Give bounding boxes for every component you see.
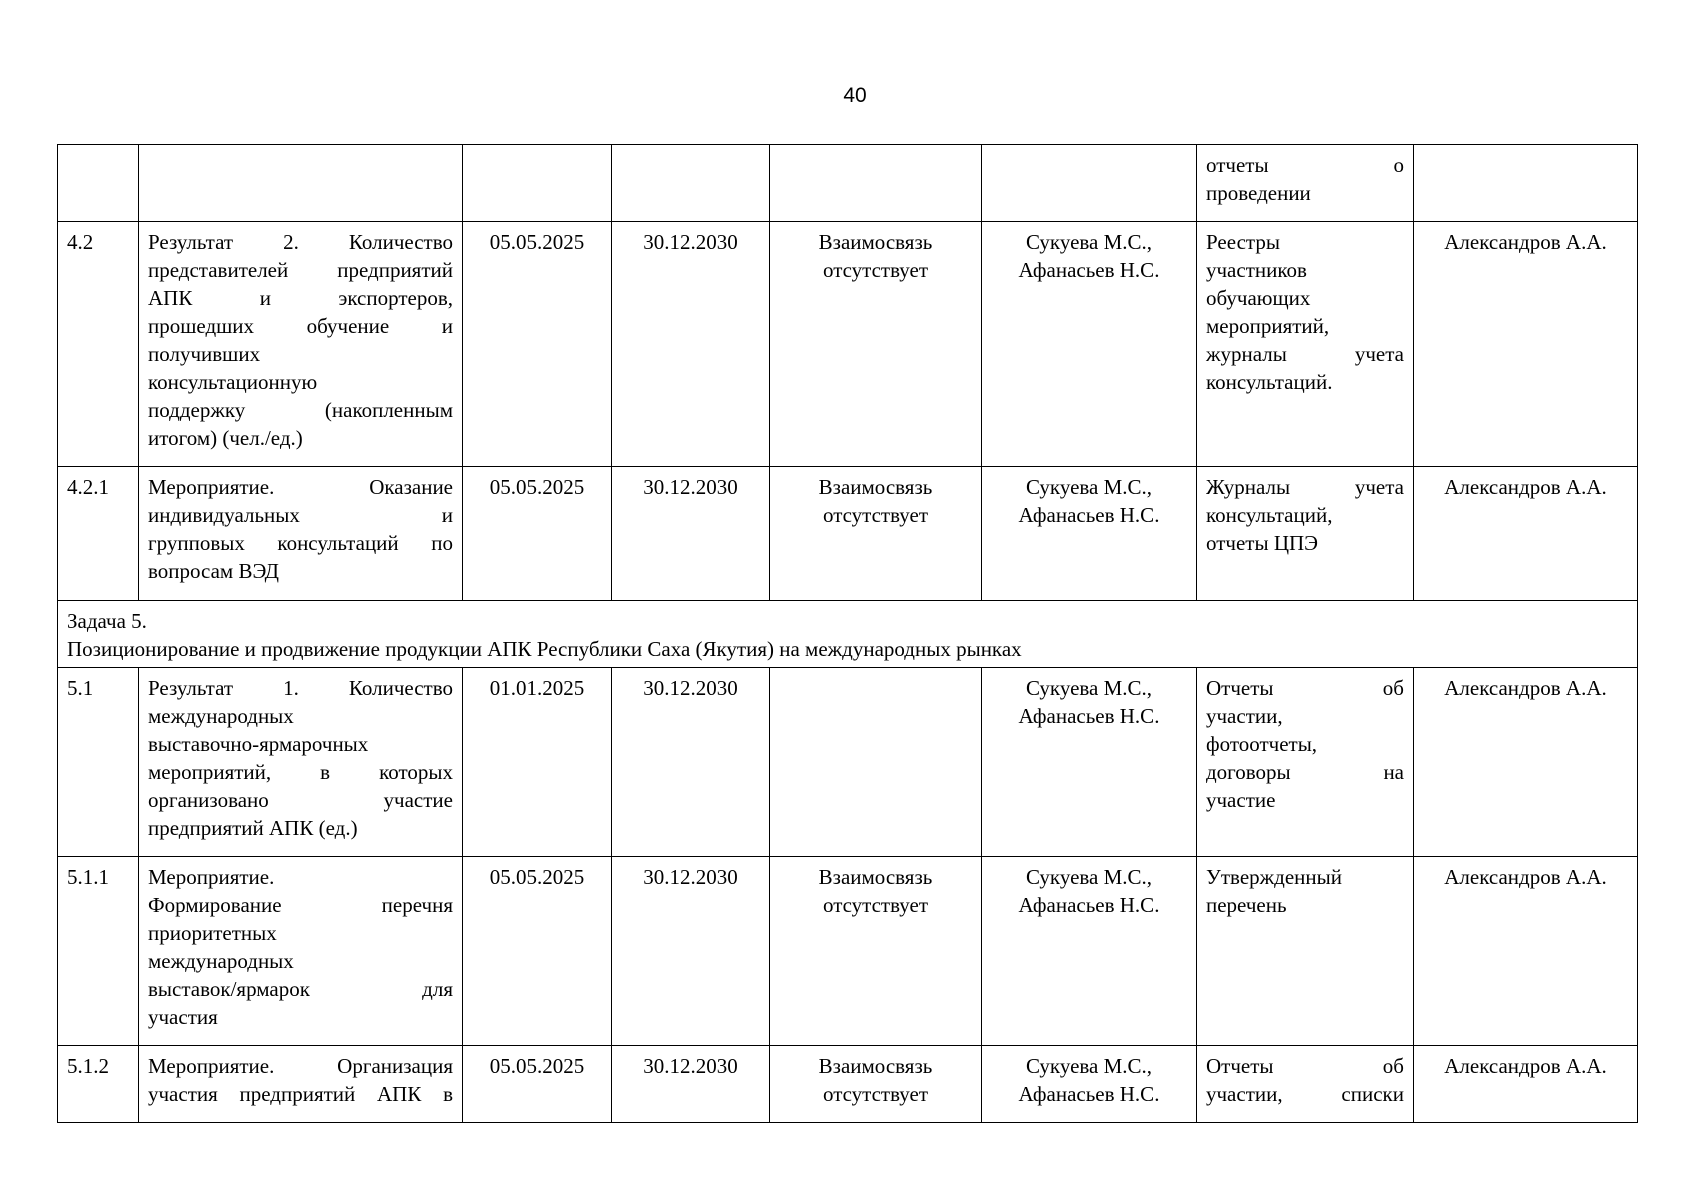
text-line: участия предприятий АПК в	[148, 1082, 453, 1106]
text-line: Мероприятие.	[148, 865, 275, 889]
text-line: Формирование перечня	[148, 893, 453, 917]
cell-relationship	[770, 1046, 982, 1123]
text-line: отчеты о	[1206, 153, 1404, 177]
text-line: Сукуева М.С.,	[1025, 230, 1153, 254]
text-line: Результат 2. Количество	[148, 230, 453, 254]
cell-name	[139, 222, 463, 467]
cell-number: 5.1.2	[58, 1046, 139, 1123]
cell-start-date: 05.05.2025	[463, 1046, 612, 1123]
text-line: Афанасьев Н.С.	[1018, 1082, 1160, 1106]
text-line: консультаций,	[1206, 503, 1333, 527]
text-line: индивидуальных и	[148, 503, 453, 527]
cell-name	[139, 145, 463, 222]
table-row	[58, 1046, 1638, 1123]
cell-end-date: 30.12.2030	[612, 467, 770, 601]
table-row	[58, 668, 1638, 857]
text-line: обучающих	[1206, 286, 1311, 310]
text-line: Мероприятие. Организация	[148, 1054, 453, 1078]
task-row	[58, 601, 1638, 668]
plan-table	[57, 144, 1638, 1123]
text-line: предприятий АПК (ед.)	[148, 816, 358, 840]
cell-responsible	[982, 1046, 1197, 1123]
text-line: представителей предприятий	[148, 258, 453, 282]
cell-relationship	[770, 222, 982, 467]
text-line: отсутствует	[822, 258, 929, 282]
text-line: АПК и экспортеров,	[148, 286, 453, 310]
text-line: Журналы учета	[1206, 475, 1404, 499]
text-line: отчеты ЦПЭ	[1206, 531, 1319, 555]
text-line: международных	[148, 704, 294, 728]
cell-number: 5.1	[58, 668, 139, 857]
text-line: Афанасьев Н.С.	[1018, 893, 1160, 917]
cell-relationship	[770, 467, 982, 601]
cell-responsible	[982, 145, 1197, 222]
text-line: групповых консультаций по	[148, 531, 453, 555]
text-line: журналы учета	[1206, 342, 1404, 366]
text-line: Отчеты об	[1206, 1054, 1404, 1078]
text-line: мероприятий,	[1206, 314, 1330, 338]
text-line: Сукуева М.С.,	[1025, 865, 1153, 889]
task-text: Позиционирование и продвижение продукции АПК Республики Саха (Якутия) на международных рынках	[67, 637, 1022, 661]
text-line: консультаций.	[1206, 370, 1333, 394]
text-line: международных	[148, 949, 294, 973]
table-row	[58, 222, 1638, 467]
text-line: Взаимосвязь	[818, 865, 933, 889]
cell-start-date: 05.05.2025	[463, 467, 612, 601]
text-line: выставок/ярмарок для	[148, 977, 453, 1001]
text-line: организовано участие	[148, 788, 453, 812]
cell-relationship	[770, 145, 982, 222]
cell-responsible	[982, 857, 1197, 1046]
text-line: Мероприятие. Оказание	[148, 475, 453, 499]
cell-relationship	[770, 857, 982, 1046]
text-line: Взаимосвязь	[818, 475, 933, 499]
text-line: Результат 1. Количество	[148, 676, 453, 700]
cell-approver: Александров А.А.	[1414, 1046, 1638, 1123]
cell-start-date: 01.01.2025	[463, 668, 612, 857]
cell-relationship	[770, 668, 982, 857]
text-line: договоры на	[1206, 760, 1404, 784]
cell-responsible	[982, 668, 1197, 857]
text-line: Реестры	[1206, 230, 1280, 254]
text-line: консультационную	[148, 370, 318, 394]
cell-approver: Александров А.А.	[1414, 467, 1638, 601]
cell-approver: Александров А.А.	[1414, 668, 1638, 857]
text-line: перечень	[1206, 893, 1287, 917]
text-line: участии, списки	[1206, 1082, 1404, 1106]
cell-number: 5.1.1	[58, 857, 139, 1046]
text-line: участие	[1206, 788, 1276, 812]
cell-end-date	[612, 145, 770, 222]
text-line: поддержку (накопленным	[148, 398, 453, 422]
text-line: вопросам ВЭД	[148, 559, 279, 583]
cell-start-date: 05.05.2025	[463, 857, 612, 1046]
text-line: Взаимосвязь	[818, 230, 933, 254]
text-line: фотоотчеты,	[1206, 732, 1318, 756]
cell-name	[139, 1046, 463, 1123]
text-line: Сукуева М.С.,	[1025, 676, 1153, 700]
cell-responsible	[982, 222, 1197, 467]
text-line: прошедших обучение и	[148, 314, 453, 338]
text-line: итогом) (чел./ед.)	[148, 426, 303, 450]
text-line: проведении	[1206, 181, 1311, 205]
cell-document	[1197, 668, 1414, 857]
cell-number: 4.2	[58, 222, 139, 467]
table-row	[58, 857, 1638, 1046]
cell-approver: Александров А.А.	[1414, 222, 1638, 467]
cell-document	[1197, 467, 1414, 601]
text-line: Отчеты об	[1206, 676, 1404, 700]
table-row	[58, 467, 1638, 601]
cell-approver: Александров А.А.	[1414, 857, 1638, 1046]
cell-start-date: 05.05.2025	[463, 222, 612, 467]
text-line: получивших	[148, 342, 261, 366]
text-line: участников	[1206, 258, 1307, 282]
cell-document	[1197, 1046, 1414, 1123]
task-cell	[58, 601, 1638, 668]
cell-end-date: 30.12.2030	[612, 668, 770, 857]
text-line: участии,	[1206, 704, 1283, 728]
text-line: Афанасьев Н.С.	[1018, 258, 1160, 282]
cell-name	[139, 467, 463, 601]
cell-name	[139, 857, 463, 1046]
page-number: 40	[843, 84, 867, 107]
cell-end-date: 30.12.2030	[612, 222, 770, 467]
cell-start-date	[463, 145, 612, 222]
table-row	[58, 145, 1638, 222]
cell-document	[1197, 222, 1414, 467]
text-line: выставочно-ярмарочных	[148, 732, 369, 756]
cell-end-date: 30.12.2030	[612, 1046, 770, 1123]
text-line: Афанасьев Н.С.	[1018, 704, 1160, 728]
plan-table-body	[58, 145, 1638, 1123]
cell-approver	[1414, 145, 1638, 222]
text-line: отсутствует	[822, 893, 929, 917]
text-line: отсутствует	[822, 1082, 929, 1106]
text-line: отсутствует	[822, 503, 929, 527]
text-line: Афанасьев Н.С.	[1018, 503, 1160, 527]
text-line: приоритетных	[148, 921, 277, 945]
cell-document	[1197, 145, 1414, 222]
cell-name	[139, 668, 463, 857]
cell-document	[1197, 857, 1414, 1046]
text-line: участия	[148, 1005, 218, 1029]
cell-number	[58, 145, 139, 222]
text-line: Сукуева М.С.,	[1025, 1054, 1153, 1078]
cell-responsible	[982, 467, 1197, 601]
cell-number: 4.2.1	[58, 467, 139, 601]
cell-end-date: 30.12.2030	[612, 857, 770, 1046]
text-line: мероприятий, в которых	[148, 760, 453, 784]
task-label: Задача 5.	[67, 609, 147, 633]
text-line: Взаимосвязь	[818, 1054, 933, 1078]
text-line: Сукуева М.С.,	[1025, 475, 1153, 499]
text-line: Утвержденный	[1206, 865, 1342, 889]
